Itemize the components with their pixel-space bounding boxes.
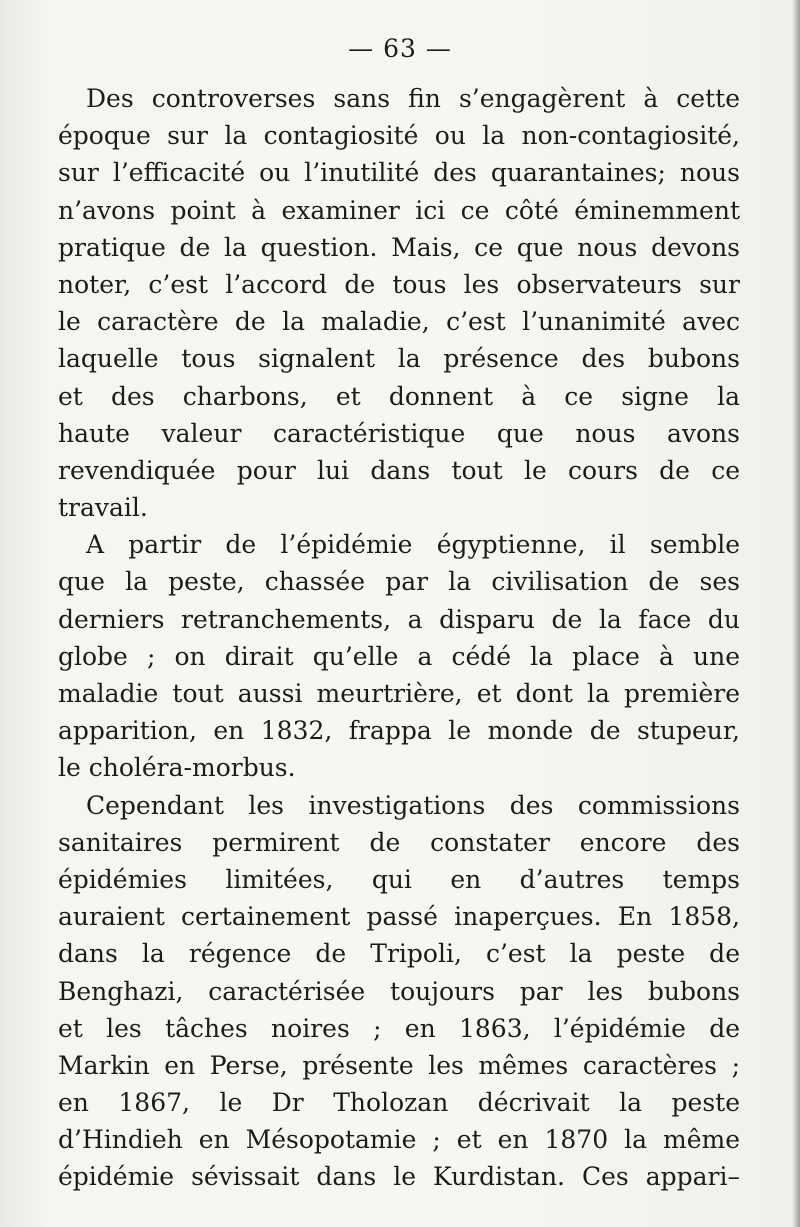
text-line: apparition, en 1832, frappa le monde de stupeur, [58, 716, 740, 746]
text-line: en 1867, le Dr Tholozan décrivait la peste [58, 1088, 740, 1118]
text-line: d’Hindieh en Mésopotamie ; et en 1870 la même [58, 1125, 740, 1155]
text-line: maladie tout aussi meurtrière, et dont la première [58, 679, 740, 708]
text-line: épidémie sévissait dans le Kurdistan. Ces appari– [58, 1162, 740, 1192]
text-line: et les tâches noires ; en 1863, l’épidémie de [58, 1013, 740, 1043]
text-line: le caractère de la maladie, c’est l’unanimité avec [58, 307, 740, 337]
text-line: Cependant les investigations des commissions [86, 790, 740, 820]
text-line: revendiquée pour lui dans tout le cours de ce [58, 455, 740, 485]
text-line: globe ; on dirait qu’elle a cédé la place à une [58, 641, 740, 671]
text-line: et des charbons, et donnent à ce signe la [58, 381, 740, 411]
text-line: A partir de l’épidémie égyptienne, il semble [86, 530, 740, 560]
text-line: sanitaires permirent de constater encore des [58, 827, 740, 857]
text-line: épidémies limitées, qui en d’autres temps [58, 864, 740, 894]
body-text [58, 80, 740, 1196]
text-line: Markin en Perse, présente les mêmes caractères ; [58, 1050, 740, 1080]
page-number: — 63 — [348, 34, 452, 63]
text-line: Des controverses sans fin s’engagèrent à cette [86, 84, 740, 113]
text-line: le choléra-morbus. [58, 753, 296, 783]
text-line: époque sur la contagiosité ou la non-contagiosité, [58, 121, 740, 151]
text-line: dans la régence de Tripoli, c’est la peste de [58, 939, 740, 969]
text-line: que la peste, chassée par la civilisation de ses [58, 567, 740, 597]
text-line: laquelle tous signalent la présence des bubons [58, 344, 740, 374]
page-edge-shadow [792, 0, 800, 1227]
text-line: Benghazi, caractérisée toujours par les bubons [58, 976, 740, 1006]
text-line: haute valeur caractéristique que nous avons [58, 418, 740, 448]
text-line: n’avons point à examiner ici ce côté éminemment [58, 195, 740, 225]
text-line: auraient certainement passé inaperçues. En 1858, [58, 902, 740, 932]
text-line: derniers retranchements, a disparu de la face du [58, 604, 740, 634]
text-line: pratique de la question. Mais, ce que nous devons [58, 232, 740, 262]
text-line: sur l’efficacité ou l’inutilité des quarantaines; nous [58, 158, 740, 188]
text-line: travail. [58, 493, 148, 523]
text-line: noter, c’est l’accord de tous les observateurs sur [58, 269, 740, 299]
